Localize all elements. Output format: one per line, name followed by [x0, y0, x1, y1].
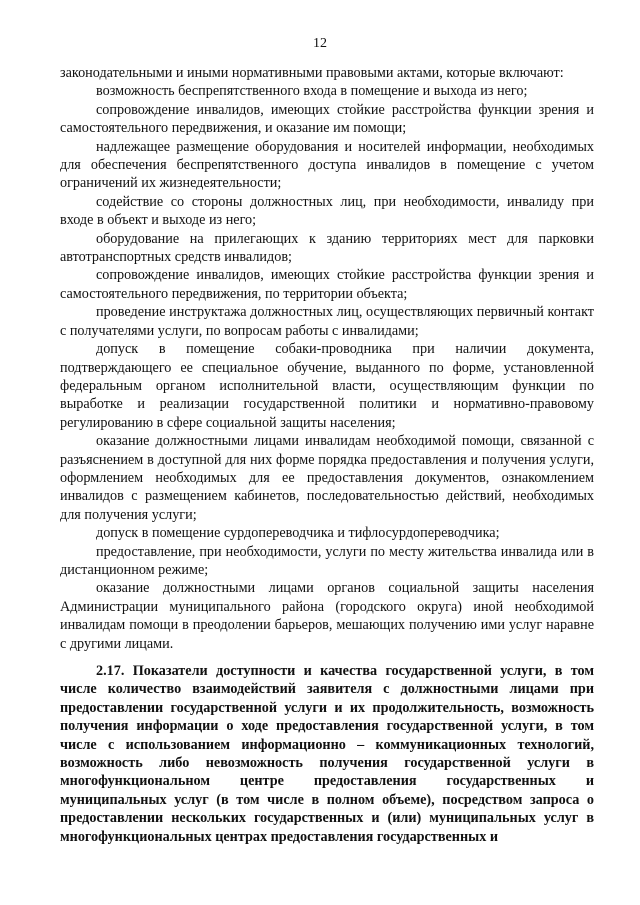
list-item-explanation: оказание должностными лицами инвалидам необходимой помощи, связанной с разъяснением в доступной для них форме порядка предоставления и получения услуги, оформлением необходимых для ее предоставления документов, ознакомлением инвалидов с размещением кабинетов, последовательностью действий, необходимых для получения услуги;: [60, 433, 594, 523]
list-item-interpreter: допуск в помещение сурдопереводчика и тифлосурдопереводчика;: [96, 525, 500, 542]
body-text: [60, 64, 594, 653]
paragraph-intro: законодательными и иными нормативными правовыми актами, которые включают:: [60, 65, 564, 81]
list-item-entrance: возможность беспрепятственного входа в помещение и выхода из него;: [96, 83, 528, 100]
list-item-other-help: оказание должностными лицами органов социальной защиты населения Администрации муниципального района (городского округа) иной необходимой инвалидам помощи в преодолении барьеров, мешающих получению ими услуг наравне с другими лицами.: [60, 580, 594, 652]
list-item-guide-dog: допуск в помещение собаки-проводника при наличии документа, подтверждающего ее специальное обучение, выданного по форме, установленной федеральным органом исполнительной власти, осуществляющим функции по выработке и реализации государственной политики и нормативно-правовому регулированию в сфере социальной защиты населения;: [60, 341, 594, 431]
list-item-assistance-entry: содействие со стороны должностных лиц, при необходимости, инвалиду при входе в объект и выходе из него;: [60, 193, 594, 229]
list-item-remote-service: предоставление, при необходимости, услуги по месту жительства инвалида или в дистанционном режиме;: [60, 543, 594, 578]
list-item-equipment: надлежащее размещение оборудования и носителей информации, необходимых для обеспечения беспрепятственного доступа инвалидов в помещение с учетом ограничений их жизнедеятельности;: [60, 138, 594, 192]
section-2-17: [60, 662, 594, 846]
list-item-briefing: проведение инструктажа должностных лиц, осуществляющих первичный контакт с получателями услуги, по вопросам работы с инвалидами;: [60, 304, 594, 339]
list-item-escort-territory: сопровождение инвалидов, имеющих стойкие расстройства функции зрения и самостоятельного передвижения, по территории объекта;: [60, 267, 594, 302]
list-item-escort: сопровождение инвалидов, имеющих стойкие расстройства функции зрения и самостоятельного передвижения, и оказание им помощи;: [60, 101, 594, 137]
section-heading: 2.17. Показатели доступности и качества государственной услуги, в том числе количество взаимодействий заявителя с должностными лицами при предоставлении государственной услуги и их продолжительность, возможность получения информации о ходе предоставления государственной услуги, в том числе с использованием информационно – коммуникационных технологий, возможность либо невозможность получения государственной услуги в многофункциональном центре предоставления государственных и муниципальных услуг (в том числе в полном объеме), посредством запроса о предоставлении нескольких государственных и (или) муниципальных услуг в многофункциональных центрах предоставления государственных и: [60, 663, 594, 845]
list-item-parking: оборудование на прилегающих к зданию территориях мест для парковки автотранспортных средств инвалидов;: [60, 230, 594, 266]
page-number: 12: [313, 36, 327, 51]
